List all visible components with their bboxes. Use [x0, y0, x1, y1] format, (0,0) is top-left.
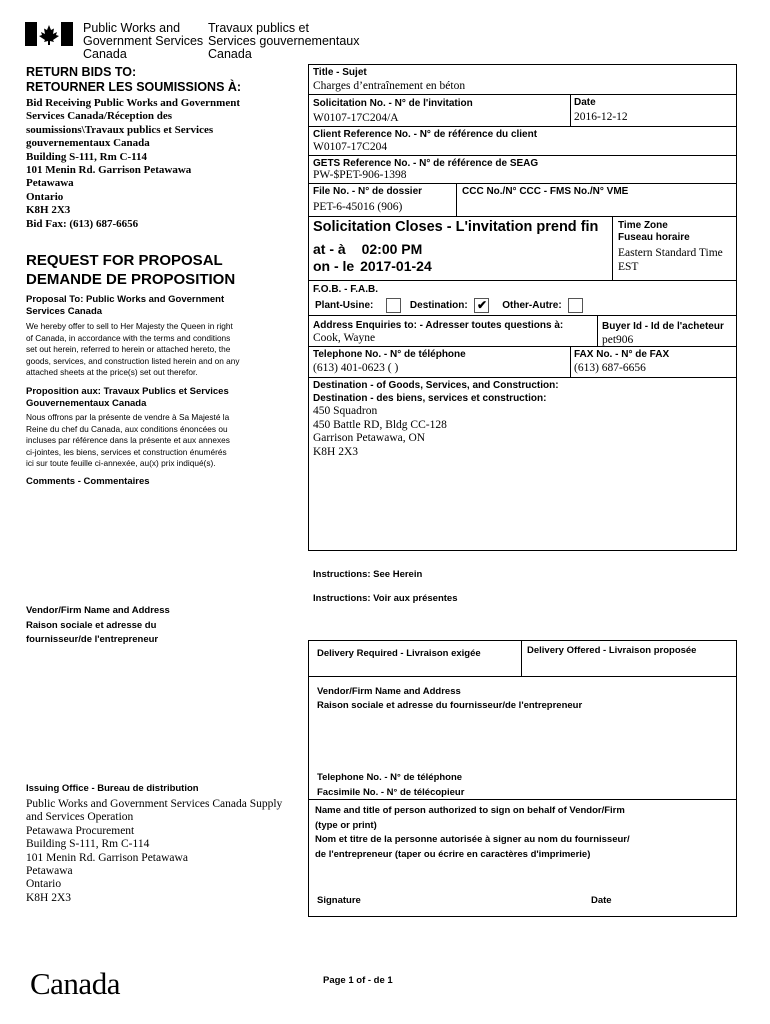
- phone-value: (613) 401-0623 ( ): [313, 362, 399, 374]
- destination-goods-label: Destination - of Goods, Services, and Construction: Destination - des biens, services et construction:: [313, 380, 559, 404]
- canada-wordmark: Canada: [30, 966, 120, 1001]
- authorized-person-label: Name and title of person authorized to sign on behalf of Vendor/Firm (type or print) Nom et titre de la personne autorisée à signer au nom du fournisseur/ de l'entrepreneur (taper ou écrire en caractères d'imprimerie): [315, 805, 630, 861]
- solicitation-closes-label: Solicitation Closes - L'invitation prend fin: [313, 219, 599, 235]
- vendor-name-address-label: Vendor/Firm Name and Address Raison sociale et adresse du fournisseur/de l'entrepreneur: [317, 686, 583, 711]
- phone-label: Telephone No. - N° de téléphone: [313, 349, 466, 360]
- signature-label: Signature: [317, 895, 361, 906]
- instructions-fr: Instructions: Voir aux présentes: [313, 593, 458, 604]
- title-label: Title - Sujet: [313, 67, 367, 78]
- page-number: Page 1 of - de 1: [323, 975, 393, 986]
- department-name-en: Public Works and Government Services Canada: [83, 21, 204, 61]
- file-number-value: PET-6-45016 (906): [313, 201, 403, 213]
- rfp-title-en: REQUEST FOR PROPOSAL: [26, 252, 223, 269]
- on-label: on - le: [313, 258, 355, 274]
- file-number-label: File No. - N° de dossier: [313, 186, 423, 197]
- destination-label: Destination:: [409, 300, 468, 312]
- time-zone-label: Time Zone Fuseau horaire: [618, 220, 690, 243]
- canada-flag-icon: [25, 22, 73, 46]
- at-value: 02:00 PM: [361, 241, 423, 257]
- department-name-fr: Travaux publics et Services gouvernementaux Canada: [208, 21, 360, 61]
- destination-goods-value: 450 Squadron 450 Battle RD, Bldg CC-128 Garrison Petawawa, ON K8H 2X3: [313, 405, 447, 458]
- fob-label: F.O.B. - F.A.B.: [313, 284, 378, 295]
- tel-fax-label: Telephone No. - N° de téléphone Facsimile No. - N° de télécopieur: [317, 772, 465, 798]
- offer-text-en: We hereby offer to sell to Her Majesty the Queen in right of Canada, in accordance with the terms and conditions set out herein, referred to herein or attached hereto, the goods, services, and construction listed herein and on any attached sheets at the price(s) set out therefor.: [26, 321, 240, 378]
- plant-checkbox[interactable]: [386, 298, 401, 313]
- at-label: at - à: [313, 241, 346, 257]
- instructions-en: Instructions: See Herein: [313, 569, 423, 580]
- gets-reference-label: GETS Reference No. - N° de référence de SEAG: [313, 158, 539, 169]
- issuing-office-address: Public Works and Government Services Canada Supply and Services Operation Petawawa Procurement Building S-111, Rm C-114 101 Menin Rd. Garrison Petawawa Petawawa Ontario K8H 2X3: [26, 798, 283, 904]
- offer-text-fr: Nous offrons par la présente de vendre à Sa Majesté la Reine du chef du Canada, aux conditions énoncées ou incluses par référence dans la présente et aux annexes ci-jointes, les biens, services et construction énumérés ici sur toute feuille ci-annexée, au(x) prix indiqué(s).: [26, 412, 230, 469]
- on-value: 2017-01-24: [360, 258, 432, 274]
- gets-reference-value: PW-$PET-906-1398: [313, 169, 407, 181]
- solicitation-number-value: W0107-17C204/A: [313, 112, 399, 124]
- fax-label: FAX No. - N° de FAX: [574, 349, 670, 360]
- address-enquiries-label: Address Enquiries to: - Adresser toutes questions à:: [313, 320, 564, 331]
- return-bids-title-en: RETURN BIDS TO:: [26, 65, 137, 79]
- buyer-id-label: Buyer Id - Id de l'acheteur: [602, 321, 724, 332]
- fob-options: [315, 298, 583, 313]
- buyer-id-value: pet906: [602, 334, 634, 346]
- destination-checkbox[interactable]: ✔: [474, 298, 489, 313]
- solicitation-number-label: Solicitation No. - N° de l'invitation: [313, 98, 473, 109]
- closing-date: [313, 258, 432, 274]
- vendor-name-left-label: Vendor/Firm Name and Address Raison sociale et adresse du fournisseur/de l'entrepreneur: [26, 605, 170, 645]
- client-reference-label: Client Reference No. - N° de référence du client: [313, 129, 538, 140]
- proposition-aux: Proposition aux: Travaux Publics et Services Gouvernementaux Canada: [26, 386, 229, 409]
- return-bids-address: Bid Receiving Public Works and Government Services Canada/Réception des soumissions\Travaux publics et Services gouvernementaux Canada Building S-111, Rm C-114 101 Menin Rd. Garrison Petawawa Petawawa Ontario K8H 2X3 Bid Fax: (613) 687-6656: [26, 97, 241, 230]
- signature-date-label: Date: [591, 895, 612, 906]
- delivery-required-label: Delivery Required - Livraison exigée: [317, 648, 481, 659]
- comments-label: Comments - Commentaires: [26, 476, 150, 487]
- plant-label: Plant-Usine:: [315, 300, 374, 312]
- rfp-title-fr: DEMANDE DE PROPOSITION: [26, 271, 236, 288]
- return-bids-title-fr: RETOURNER LES SOUMISSIONS À:: [26, 80, 242, 94]
- other-checkbox[interactable]: [568, 298, 583, 313]
- date-label: Date: [574, 97, 596, 108]
- time-zone-value: Eastern Standard Time EST: [618, 247, 723, 273]
- closing-time: [313, 241, 422, 257]
- address-enquiries-value: Cook, Wayne: [313, 332, 376, 344]
- fax-value: (613) 687-6656: [574, 362, 646, 374]
- date-value: 2016-12-12: [574, 111, 628, 123]
- delivery-offered-label: Delivery Offered - Livraison proposée: [527, 645, 697, 656]
- ccc-number-label: CCC No./N° CCC - FMS No./N° VME: [462, 186, 629, 197]
- issuing-office-label: Issuing Office - Bureau de distribution: [26, 783, 199, 794]
- other-label: Other-Autre:: [502, 300, 562, 312]
- title-value: Charges d’entraînement en béton: [313, 80, 466, 92]
- proposal-to: Proposal To: Public Works and Government Services Canada: [26, 294, 225, 317]
- client-reference-value: W0107-17C204: [313, 141, 388, 153]
